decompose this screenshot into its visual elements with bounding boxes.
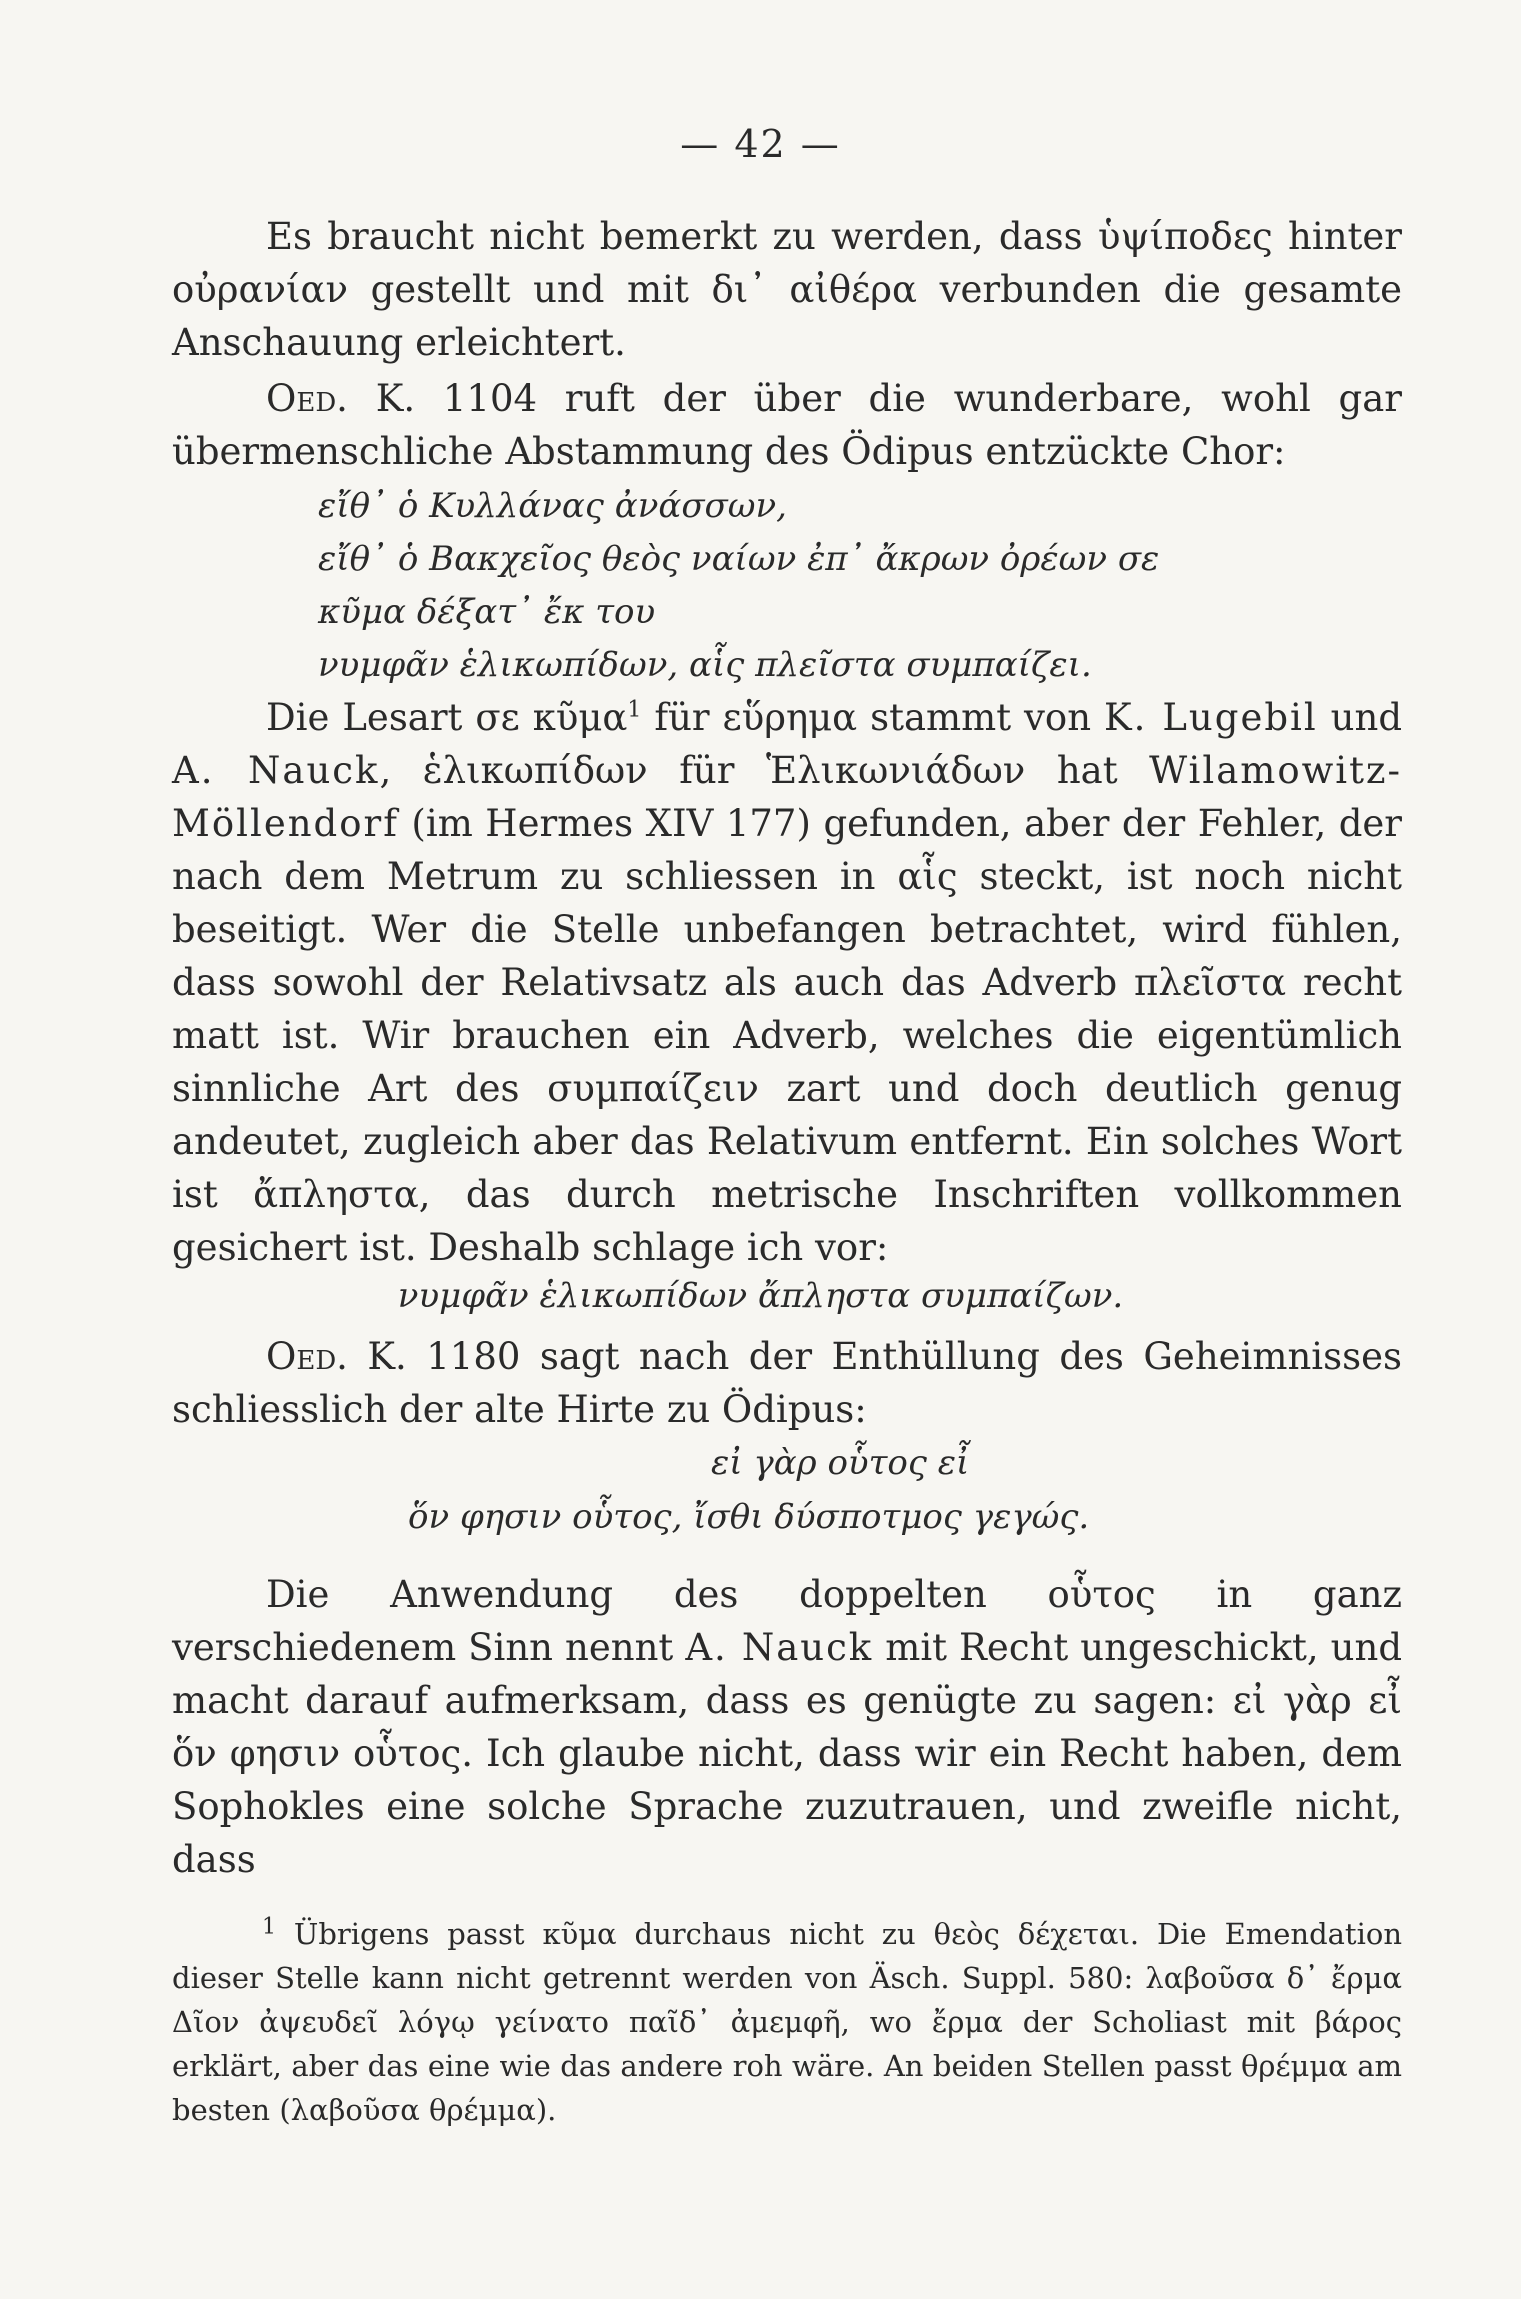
paragraph-3-text: Die Lesart σε κῦμα [266,696,628,739]
paragraph-1-text: Es braucht nicht bemerkt zu werden, dass ὑψίποδες hinter οὐρανίαν gestellt und mit δι᾽ αἰθέρα verbunden die gesamte Anschauung erleichtert. [172,215,1402,364]
greek-quotation-2: νυμφᾶν ἑλικωπίδων ἄπληστα συμπαίζων. [397,1276,1124,1316]
quote-line: νυμφᾶν ἑλικωπίδων, αἷς πλεῖστα συμπαίζει. [318,645,1092,685]
paragraph-5 [172,1568,1402,1886]
quote-line: εἰ γὰρ οὗτος εἶ [711,1443,970,1483]
quote-line: εἴθ᾽ ὁ Βακχεῖος θεὸς ναίων ἐπ᾽ ἄκρων ὀρέων σε [318,539,1160,579]
greek-quotation-1 [318,480,1159,692]
paragraph-3-text: , ἑλικωπίδων für Ἑλικωνιάδων hat [379,749,1150,792]
greek-quotation-3 [408,1436,1089,1544]
work-abbreviation: Oed. K. [266,1335,407,1378]
paragraph-4 [172,1330,1402,1436]
author-name: Wilamowitz-Möllendorf [172,749,1402,845]
paragraph-4-text: 1180 sagt nach der Enthüllung des Geheimnisses schliesslich der alte Hirte zu Ödipus: [172,1335,1402,1431]
paragraph-3-text: für εὕρημα stammt von [641,696,1104,739]
footnote [172,1912,1402,2132]
footnote-text: Übrigens passt κῦμα durchaus nicht zu θεὸς δέχεται. Die Emendation dieser Stelle kann nicht getrennt werden von Äsch. Suppl. 580: λαβοῦσα δ᾽ ἔρμα Δῖον ἀψευδεῖ λόγῳ γείνατο παῖδ᾽ ἀμεμφῆ, wo ἔρμα der Scholiast mit βάρος erklärt, aber das eine wie das andere roh wäre. An beiden Stellen passt θρέμμα am besten (λαβοῦσα θρέμμα). [172,1917,1402,2127]
paragraph-2 [172,372,1402,478]
paragraph-5-text: Die Anwendung des doppelten οὗτος in ganz verschiedenem Sinn nennt [172,1573,1402,1669]
paragraph-3-text: und [1317,696,1403,739]
author-name: K. Lugebil [1104,696,1318,739]
quote-line: ὅν φησιν οὗτος, ἴσθι δύσποτμος γεγώς. [408,1497,1090,1537]
paragraph-1 [172,210,1402,369]
quote-line: κῦμα δέξατ᾽ ἔκ του [318,592,656,632]
page-number: — 42 — [680,122,841,166]
author-name: A. Nauck [685,1626,874,1669]
paragraph-5-text: mit Recht ungeschickt, und macht darauf aufmerksam, dass es genügte zu sagen: εἰ γὰρ εἶ ὅν φησιν οὗτος. Ich glaube nicht, dass wir ein Recht haben, dem Sophokles eine solche Sprache zuzutrauen, und zweifle nicht, dass [172,1626,1403,1881]
footnote-mark: 1 [262,1914,276,1940]
author-name: A. Nauck [172,749,380,792]
quote-line: εἴθ᾽ ὁ Κυλλάνας ἀνάσσων, [318,486,787,526]
paragraph-2-text: 1104 ruft der über die wunderbare, wohl gar übermenschliche Abstammung des Ödipus entzückte Chor: [172,377,1402,473]
work-abbreviation: Oed. K. [266,377,416,420]
footnote-reference: 1 [627,697,642,723]
paragraph-3-text: (im Hermes XIV 177) gefunden, aber der Fehler, der nach dem Metrum zu schliessen in αἷς steckt, ist noch nicht beseitigt. Wer die Stelle unbefangen betrachtet, wird fühlen, dass sowohl der Relativsatz als auch das Adverb πλεῖστα recht matt ist. Wir brauchen ein Adverb, welches die eigentümlich sinnliche Art des συμπαίζειν zart und doch deutlich genug andeutet, zugleich aber das Relativum entfernt. Ein solches Wort ist ἄπληστα, das durch metrische Inschriften vollkommen gesichert ist. Deshalb schlage ich vor: [172,802,1402,1269]
paragraph-3 [172,691,1402,1274]
